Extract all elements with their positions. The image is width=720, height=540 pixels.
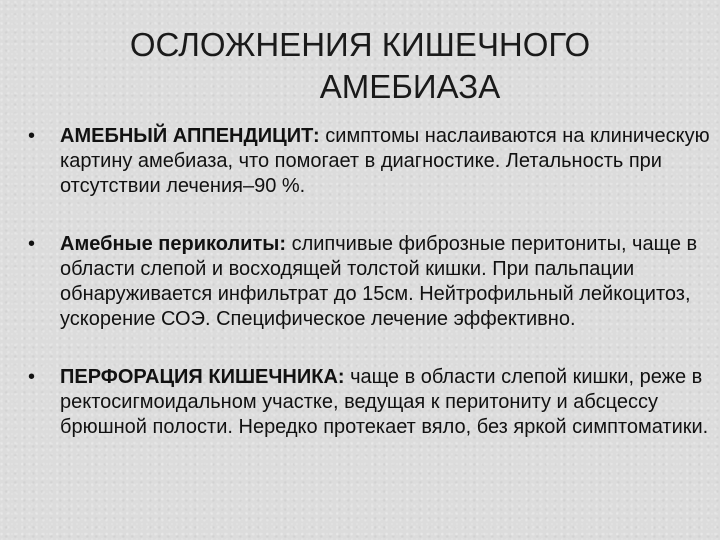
slide-title-line2: АМЕБИАЗА	[319, 68, 501, 105]
bullet-term: АМЕБНЫЙ АППЕНДИЦИТ:	[60, 125, 320, 147]
bullet-item-pericolitis	[20, 232, 710, 332]
bullet-item-appendicitis	[20, 124, 710, 199]
slide-title	[0, 24, 720, 108]
bullet-term: ПЕРФОРАЦИЯ КИШЕЧНИКА:	[60, 366, 345, 388]
bullet-text: чаще в области слепой кишки, реже в ректосигмоидальном участке, ведущая к перитониту и абсцессу брюшной полости. Нередко протекает вяло, без яркой симптоматики.	[60, 366, 709, 438]
slide-title-line1: ОСЛОЖНЕНИЯ КИШЕЧНОГО	[129, 26, 591, 63]
bullet-list	[20, 124, 710, 440]
bullet-text: слипчивые фиброзные перитониты, чаще в области слепой и восходящей толстой кишки. При пальпации обнаруживается инфильтрат до 15см. Нейтрофильный лейкоцитоз, ускорение СОЭ. Специфическое лечение эффективно.	[60, 233, 698, 330]
bullet-item-perforation	[20, 365, 710, 440]
bullet-term: Амебные периколиты:	[60, 233, 287, 255]
bullet-dot-icon: •	[28, 233, 36, 255]
bullet-text: симптомы наслаиваются на клиническую картину амебиаза, что помогает в диагностике. Летальность при отсутствии лечения–90 %.	[60, 125, 710, 197]
bullet-dot-icon: •	[28, 125, 36, 147]
bullet-dot-icon: •	[28, 366, 36, 388]
